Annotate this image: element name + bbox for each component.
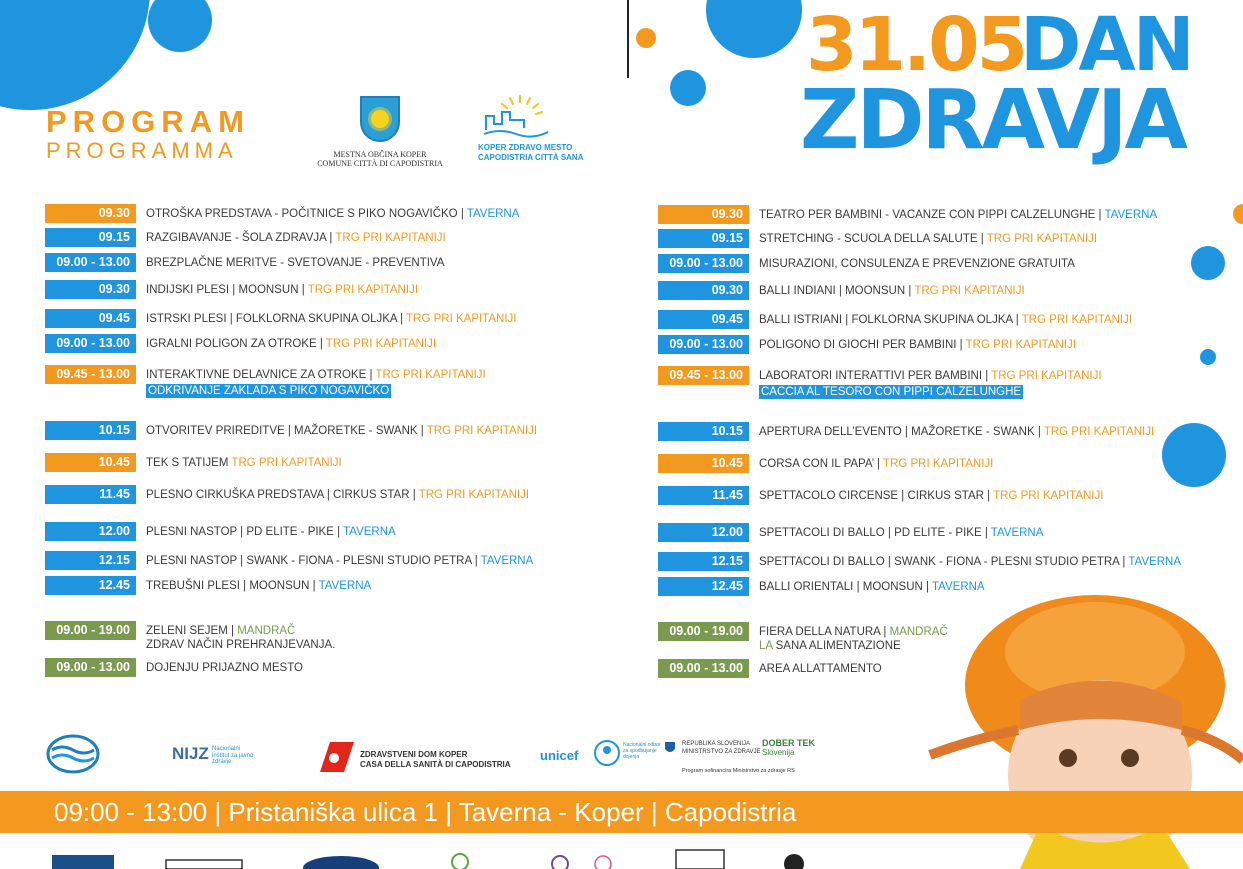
separator: | <box>956 339 966 351</box>
separator: | <box>316 338 326 350</box>
schedule-row <box>658 659 882 678</box>
schedule-row <box>45 453 342 472</box>
event-line <box>146 661 303 675</box>
event-line <box>146 368 486 382</box>
event-line <box>146 488 529 502</box>
event-text <box>759 659 882 676</box>
time-badge: 09.30 <box>658 205 749 224</box>
event-subline-part: LA <box>759 640 773 652</box>
sponsor-logo-icon <box>595 856 611 869</box>
event-line <box>146 283 418 297</box>
separator: | <box>409 489 419 501</box>
event-line <box>759 284 1025 298</box>
cofinance-note: Program sofinancira Ministrstvo za zdravje RS <box>682 768 795 774</box>
schedule-row <box>658 205 1157 224</box>
koper-logo <box>316 96 444 168</box>
zd-line1: ZDRAVSTVENI DOM KOPER <box>360 750 468 759</box>
event-date: 31.05 <box>806 2 1026 88</box>
event-location: TRG PRI KAPITANIJI <box>307 284 419 296</box>
time-badge: 11.45 <box>45 485 136 504</box>
event-title: PLESNO CIRKUŠKA PREDSTAVA | CIRKUS STAR <box>146 489 410 501</box>
zdravo-logo-line1: KOPER ZDRAVO MESTO <box>478 143 573 152</box>
event-location: TRG PRI KAPITANIJI <box>406 313 517 325</box>
event-line <box>146 624 335 638</box>
event-location: TRG PRI KAPITANIJI <box>993 490 1104 502</box>
event-text <box>759 254 1075 271</box>
separator: | <box>326 232 336 244</box>
decor-circle <box>1200 349 1216 365</box>
event-title: APERTURA DELL’EVENTO | MAŽORETKE - SWANK <box>759 426 1035 438</box>
title-dan: DAN <box>1020 2 1192 88</box>
event-title: BALLI INDIANI | MOONSUN <box>759 285 906 297</box>
decor-circle <box>148 0 212 52</box>
slovenia-coat-icon <box>664 741 676 755</box>
event-text <box>759 310 1132 327</box>
ministry-line2: MINISTRSTVO ZA ZDRAVJE <box>682 748 761 755</box>
separator: | <box>981 527 991 539</box>
event-line <box>759 555 1181 569</box>
event-location: TRG PRI KAPITANIJI <box>375 369 486 381</box>
event-text <box>146 228 446 245</box>
event-title: SPETTACOLI DI BALLO | SWANK - FIONA - PLESNI STUDIO PETRA <box>759 556 1120 568</box>
separator: | <box>457 208 467 220</box>
event-text <box>759 454 993 471</box>
event-location: TAVERNA <box>931 581 985 593</box>
nijz-subtitle: Nacionalni inštitut za javno zdravje <box>212 746 254 766</box>
zd-koper-logo-icon <box>320 742 354 772</box>
event-title: BREZPLAČNE MERITVE - SVETOVANJE - PREVENTIVA <box>146 257 445 269</box>
event-text <box>146 253 444 270</box>
event-title: CORSA CON IL PAPA’ <box>759 458 878 470</box>
event-title: OTROŠKA PREDSTAVA - POČITNICE S PIKO NOGAVIČKO <box>146 208 458 220</box>
schedule-row <box>45 309 516 328</box>
time-badge: 09.30 <box>45 204 136 223</box>
event-text <box>759 422 1154 439</box>
event-text <box>146 551 533 568</box>
event-line <box>146 337 436 351</box>
event-line <box>759 208 1157 222</box>
time-badge: 09.00 - 19.00 <box>658 622 749 641</box>
breastfeeding-logo-icon <box>594 740 620 766</box>
time-badge: 12.45 <box>658 577 749 596</box>
time-badge: 09.00 - 13.00 <box>45 253 136 272</box>
event-subline <box>759 383 1102 399</box>
event-title: PLESNI NASTOP | PD ELITE - PIKE <box>146 526 334 538</box>
decor-circle <box>0 0 150 110</box>
event-title: ISTRSKI PLESI | FOLKLORNA SKUPINA OLJKA <box>146 313 397 325</box>
schedule-row <box>658 422 1154 441</box>
separator: | <box>1034 426 1044 438</box>
separator: | <box>1095 209 1105 221</box>
event-line <box>146 424 537 438</box>
event-line <box>759 457 993 471</box>
separator: | <box>877 458 883 470</box>
schedule-row <box>658 523 1043 542</box>
decor-circle <box>1233 204 1243 224</box>
event-text <box>759 205 1157 222</box>
event-title: SPETTACOLO CIRCENSE | CIRKUS STAR <box>759 490 984 502</box>
nijz-logo: NIJZ <box>172 744 209 763</box>
footer-info: 09:00 - 13:00 | Pristaniška ulica 1 | Taverna - Koper | Capodistria <box>54 797 797 827</box>
schedule-row <box>658 486 1103 505</box>
time-badge: 12.00 <box>45 522 136 541</box>
event-location: TAVERNA <box>990 527 1044 539</box>
event-location: MANDRAČ <box>889 626 948 638</box>
koper-logo-line2: COMUNE CITTÀ DI CAPODISTRIA <box>317 159 443 169</box>
time-badge: 10.15 <box>658 422 749 441</box>
event-line <box>759 313 1132 327</box>
event-location: TRG PRI KAPITANIJI <box>426 425 538 437</box>
time-badge: 09.45 <box>658 310 749 329</box>
decor-circle <box>670 70 706 106</box>
separator: | <box>471 555 481 567</box>
time-badge: 12.00 <box>658 523 749 542</box>
sponsor-logo-icon <box>784 854 804 869</box>
event-line <box>759 425 1154 439</box>
event-subline: ZDRAV NAČIN PREHRANJEVANJA. <box>146 639 336 651</box>
event-line <box>759 369 1102 383</box>
separator: | <box>977 233 987 245</box>
zdravo-mesto-logo <box>478 94 598 162</box>
event-text <box>759 523 1043 540</box>
event-location: TRG PRI KAPITANIJI <box>231 457 342 469</box>
event-text <box>146 421 537 438</box>
schedule-row <box>45 421 537 440</box>
event-text <box>146 522 396 539</box>
sponsor-logo-icon <box>452 854 468 869</box>
event-text <box>759 229 1097 246</box>
divider <box>627 0 629 78</box>
event-title: SPETTACOLI DI BALLO | PD ELITE - PIKE <box>759 527 982 539</box>
schedule-row <box>658 254 1075 273</box>
schedule-row <box>45 253 444 272</box>
event-location: TRG PRI KAPITANIJI <box>965 339 1076 351</box>
schedule-row <box>45 204 519 223</box>
unicef-logo: unicef <box>540 748 579 763</box>
event-location: TRG PRI KAPITANIJI <box>1021 314 1133 326</box>
event-line <box>146 554 533 568</box>
event-text <box>146 453 342 470</box>
sponsor-logos <box>0 846 1243 869</box>
event-title: INDIJSKI PLESI | MOONSUN <box>146 284 299 296</box>
time-badge: 09.00 - 13.00 <box>658 254 749 273</box>
event-title: STRETCHING - SCUOLA DELLA SALUTE <box>759 233 978 245</box>
separator: | <box>366 369 376 381</box>
event-title: PLESNI NASTOP | SWANK - FIONA - PLESNI STUDIO PETRA <box>146 555 472 567</box>
event-text <box>146 365 486 398</box>
schedule-row <box>45 228 446 247</box>
separator: | <box>1119 556 1129 568</box>
event-line <box>146 256 444 270</box>
schedule-row <box>45 621 335 652</box>
event-title: AREA ALLATTAMENTO <box>759 663 882 675</box>
separator: | <box>880 626 890 638</box>
schedule-row <box>45 334 436 353</box>
sponsor-logo-icon <box>52 855 114 869</box>
event-text <box>759 281 1025 298</box>
event-location: MANDRAČ <box>237 625 296 637</box>
event-text <box>146 576 371 593</box>
time-badge: 09.00 - 13.00 <box>658 659 749 678</box>
schedule-row <box>45 658 303 677</box>
separator: | <box>309 580 319 592</box>
event-location: TRG PRI KAPITANIJI <box>418 489 530 501</box>
schedule-row <box>658 335 1076 354</box>
event-title: DOJENJU PRIJAZNO MESTO <box>146 662 303 674</box>
separator: | <box>922 581 932 593</box>
time-badge: 09.45 <box>45 309 136 328</box>
schedule-row <box>658 366 1102 399</box>
time-badge: 09.00 - 13.00 <box>45 334 136 353</box>
event-location: TAVERNA <box>480 555 534 567</box>
event-location: TRG PRI KAPITANIJI <box>991 370 1102 382</box>
separator: | <box>396 313 407 325</box>
separator: | <box>227 625 238 637</box>
event-location: TRG PRI KAPITANIJI <box>914 285 1025 297</box>
time-badge: 09.00 - 13.00 <box>45 658 136 677</box>
event-title: TEATRO PER BAMBINI - VACANZE CON PIPPI CALZELUNGHE <box>759 209 1096 221</box>
event-title: TREBUŠNI PLESI | MOONSUN <box>146 580 310 592</box>
event-text <box>759 552 1181 569</box>
event-location: TRG PRI KAPITANIJI <box>883 458 994 470</box>
zdravo-logo-line2: CAPODISTRIA CITTÀ SANA <box>478 152 584 162</box>
sponsor-logo-icon <box>303 856 379 869</box>
event-line <box>759 489 1103 503</box>
event-highlight: ODKRIVANJE ZAKLADA S PIKO NOGAVIČKO <box>148 385 390 397</box>
event-title: MISURAZIONI, CONSULENZA E PREVENZIONE GRATUITA <box>759 258 1075 270</box>
event-text <box>146 485 529 502</box>
event-text <box>146 658 303 675</box>
time-badge: 10.45 <box>45 453 136 472</box>
schedule-row <box>658 552 1181 571</box>
time-badge: 09.00 - 13.00 <box>658 335 749 354</box>
time-badge: 09.00 - 19.00 <box>45 621 136 640</box>
event-line <box>759 232 1097 246</box>
time-badge: 12.15 <box>658 552 749 571</box>
separator: | <box>1012 314 1022 326</box>
event-text <box>759 366 1102 399</box>
schedule-row <box>658 229 1097 248</box>
decor-circle <box>706 0 802 58</box>
event-location: TRG PRI KAPITANIJI <box>986 233 1098 245</box>
time-badge: 12.15 <box>45 551 136 570</box>
schedule-row <box>658 281 1025 300</box>
time-badge: 12.45 <box>45 576 136 595</box>
time-badge: 09.45 - 13.00 <box>45 365 136 384</box>
program-heading-it: PROGRAMMA <box>46 138 238 163</box>
event-title: RAZGIBAVANJE - ŠOLA ZDRAVJA <box>146 232 327 244</box>
event-text <box>146 334 436 351</box>
separator: | <box>983 490 994 502</box>
schedule-row <box>45 576 371 595</box>
event-title: ZELENI SEJEM <box>146 625 228 637</box>
event-text <box>759 335 1076 352</box>
separator: | <box>333 526 344 538</box>
time-badge: 10.15 <box>45 421 136 440</box>
ministry-text <box>682 741 761 757</box>
title-zdravja: ZDRAVJA <box>800 73 1185 168</box>
decor-circle <box>1162 423 1226 487</box>
time-badge: 10.45 <box>658 454 749 473</box>
time-badge: 09.30 <box>658 281 749 300</box>
schedule-row <box>45 551 533 570</box>
event-line <box>146 456 342 470</box>
event-line <box>759 526 1043 540</box>
schedule-row <box>45 522 396 541</box>
separator: | <box>298 284 308 296</box>
event-line <box>146 312 516 326</box>
event-text <box>146 280 418 297</box>
event-line <box>146 231 446 245</box>
schedule-row <box>45 485 529 504</box>
event-location: TAVERNA <box>318 580 372 592</box>
event-location: TRG PRI KAPITANIJI <box>325 338 437 350</box>
event-subline <box>146 382 486 398</box>
event-title: IGRALNI POLIGON ZA OTROKE <box>146 338 317 350</box>
time-badge: 11.45 <box>658 486 749 505</box>
schedule-row <box>45 365 486 398</box>
time-badge: 09.30 <box>45 280 136 299</box>
dober-tek-logo: DOBER TEK <box>762 738 816 748</box>
event-line <box>146 579 371 593</box>
event-line <box>759 662 882 676</box>
event-title: TEK S TATIJEM <box>146 457 232 469</box>
sponsor-logo-icon <box>166 860 242 869</box>
event-title: INTERAKTIVNE DELAVNICE ZA OTROKE <box>146 369 367 381</box>
event-title: FIERA DELLA NATURA <box>759 626 881 638</box>
schedule-row <box>658 310 1132 329</box>
event-location: TRG PRI KAPITANIJI <box>335 232 446 244</box>
decor-circle <box>636 28 656 48</box>
event-text <box>146 309 516 326</box>
koper-shield-icon <box>360 96 400 142</box>
separator: | <box>982 370 992 382</box>
event-line <box>759 338 1076 352</box>
waves-logo-icon <box>46 734 100 774</box>
sponsor-logo-icon <box>676 850 724 869</box>
event-location: TAVERNA <box>343 526 396 538</box>
event-highlight: CACCIA AL TESORO CON PIPPI CALZELUNGHE <box>761 386 1022 398</box>
event-title: LABORATORI INTERATTIVI PER BAMBINI <box>759 370 983 382</box>
event-line <box>146 525 396 539</box>
ministry-line1: REPUBLIKA SLOVENIJA <box>682 741 751 747</box>
zd-koper-text <box>360 750 511 769</box>
time-badge: 09.15 <box>45 228 136 247</box>
event-title: BALLI ORIENTALI | MOONSUN <box>759 581 923 593</box>
dober-tek-subtitle: Slovenija <box>762 748 795 757</box>
time-badge: 09.15 <box>658 229 749 248</box>
event-text <box>146 204 519 221</box>
zd-line2: CASA DELLA SANITÀ DI CAPODISTRIA <box>360 759 511 769</box>
event-title: POLIGONO DI GIOCHI PER BAMBINI <box>759 339 957 351</box>
event-title: BALLI ISTRIANI | FOLKLORNA SKUPINA OLJKA <box>759 314 1013 326</box>
event-line <box>759 257 1075 271</box>
event-location: TAVERNA <box>466 208 520 220</box>
event-subline-part: SANA ALIMENTAZIONE <box>772 640 901 652</box>
event-location: TRG PRI KAPITANIJI <box>1043 426 1155 438</box>
separator: | <box>417 425 427 437</box>
event-location: TAVERNA <box>1128 556 1181 568</box>
time-badge: 09.45 - 13.00 <box>658 366 749 385</box>
event-text <box>759 486 1103 503</box>
event-text <box>146 621 335 652</box>
program-heading: PROGRAM <box>46 104 250 139</box>
schedule-row <box>45 280 418 299</box>
decor-circle <box>1191 246 1225 280</box>
schedule-row <box>658 454 993 473</box>
separator: | <box>905 285 915 297</box>
unicef-subtitle: Nacionalni odbor za spodbujanje dojenja <box>623 742 661 760</box>
event-line <box>146 207 519 221</box>
event-title: OTVORITEV PRIREDITVE | MAŽORETKE - SWANK <box>146 425 418 437</box>
sun-city-icon <box>480 94 550 138</box>
sponsor-logo-icon <box>552 856 568 869</box>
event-location: TAVERNA <box>1104 209 1158 221</box>
koper-logo-line1: MESTNA OBČINA KOPER <box>333 150 427 159</box>
